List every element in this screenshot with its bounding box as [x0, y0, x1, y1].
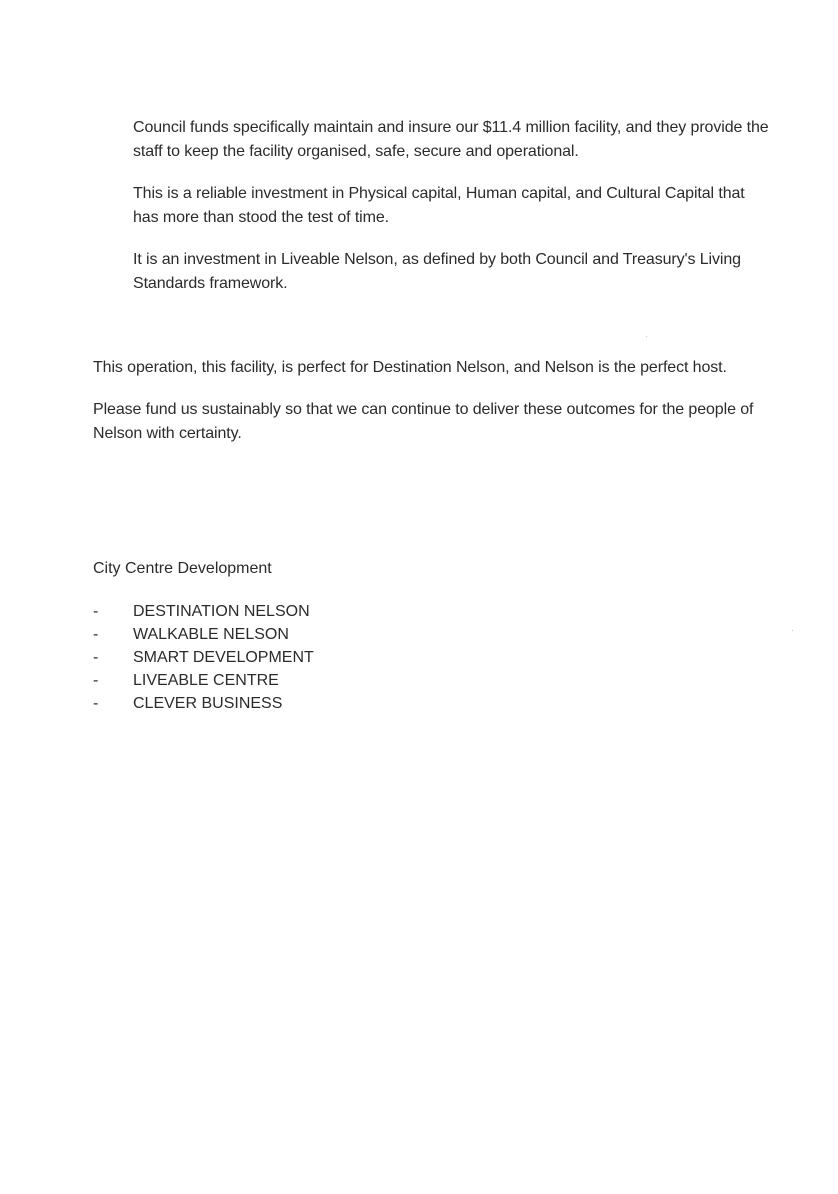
list-item — [93, 646, 314, 669]
bullet-dash: - — [93, 695, 99, 712]
section-heading: City Centre Development — [93, 560, 272, 577]
list-item — [93, 623, 314, 646]
list-item-label: CLEVER BUSINESS — [133, 695, 283, 712]
paragraph-destination-nelson: This operation, this facility, is perfect for Destination Nelson, and Nelson is the perfect host. — [93, 359, 727, 376]
list-item — [93, 600, 314, 623]
list-item — [93, 669, 314, 692]
list-item-label: LIVEABLE CENTRE — [133, 672, 279, 689]
list-item — [93, 692, 314, 715]
bullet-dash: - — [93, 649, 99, 666]
list-item-label: SMART DEVELOPMENT — [133, 649, 314, 666]
list-item-label: DESTINATION NELSON — [133, 603, 310, 620]
paragraph-fund-request: Please fund us sustainably so that we can continue to deliver these outcomes for the people of Nelson with certainty. — [93, 401, 754, 442]
paragraph-liveable-nelson: It is an investment in Liveable Nelson, as defined by both Council and Treasury's Living Standards framework. — [133, 251, 741, 292]
scan-speck — [792, 630, 793, 631]
indented-paragraphs — [133, 116, 773, 314]
bullet-dash: - — [93, 603, 99, 620]
scan-speck — [646, 336, 647, 337]
paragraph-reliable-investment: This is a reliable investment in Physical capital, Human capital, and Cultural Capital that has more than stood the test of time. — [133, 185, 745, 226]
bullet-dash: - — [93, 626, 99, 643]
main-paragraphs — [93, 356, 773, 464]
paragraph-council-funds: Council funds specifically maintain and insure our $11.4 million facility, and they provide the staff to keep the facility organised, safe, secure and operational. — [133, 119, 769, 160]
list-item-label: WALKABLE NELSON — [133, 626, 289, 643]
bullet-list — [93, 600, 314, 715]
bullet-dash: - — [93, 672, 99, 689]
